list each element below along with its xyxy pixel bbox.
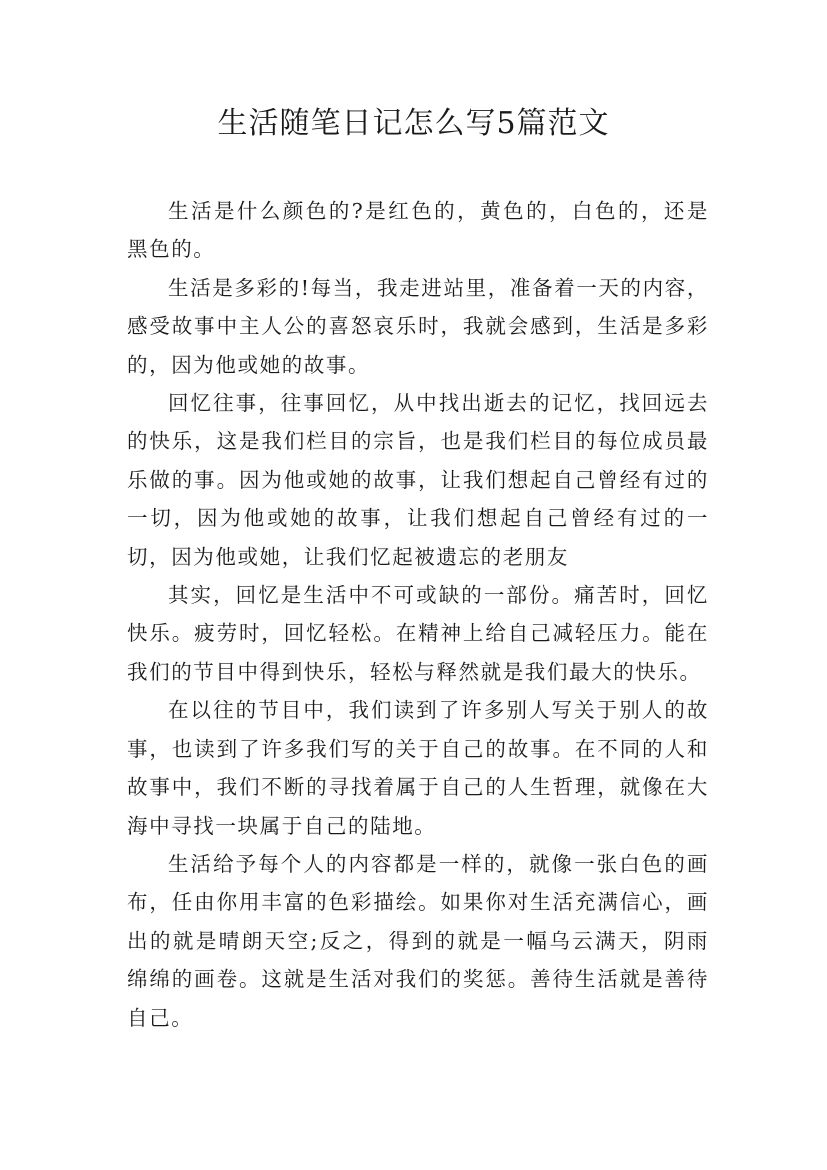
paragraph: 在以往的节目中，我们读到了许多别人写关于别人的故事，也读到了许多我们写的关于自己的故事。在不同的人和故事中，我们不断的寻找着属于自己的人生哲理，就像在大海中寻找一块属于自己的陆地。 [127, 698, 709, 838]
paragraph: 回忆往事，往事回忆，从中找出逝去的记忆，找回远去的快乐，这是我们栏目的宗旨，也是我们栏目的每位成员最乐做的事。因为他或她的故事，让我们想起自己曾经有过的一切，因为他或她的故事，让我们想起自己曾经有过的一切，因为他或她，让我们忆起被遗忘的老朋友 [127, 391, 709, 569]
document-body [127, 192, 709, 1037]
paragraph: 生活给予每个人的内容都是一样的，就像一张白色的画布，任由你用丰富的色彩描绘。如果你对生活充满信心，画出的就是晴朗天空;反之，得到的就是一幅乌云满天，阴雨绵绵的画卷。这就是生活对我们的奖惩。善待生活就是善待自己。 [127, 851, 709, 1030]
paragraph: 其实，回忆是生活中不可或缺的一部份。痛苦时，回忆快乐。疲劳时，回忆轻松。在精神上给自己减轻压力。能在我们的节目中得到快乐，轻松与释然就是我们最大的快乐。 [127, 583, 709, 684]
paragraph: 生活是什么颜色的?是红色的，黄色的，白色的，还是黑色的。 [127, 199, 709, 262]
document-title: 生活随笔日记怎么写5篇范文 [217, 106, 610, 141]
paragraph: 生活是多彩的!每当，我走进站里，准备着一天的内容，感受故事中主人公的喜怒哀乐时，我就会感到，生活是多彩的，因为他或她的故事。 [127, 275, 709, 377]
